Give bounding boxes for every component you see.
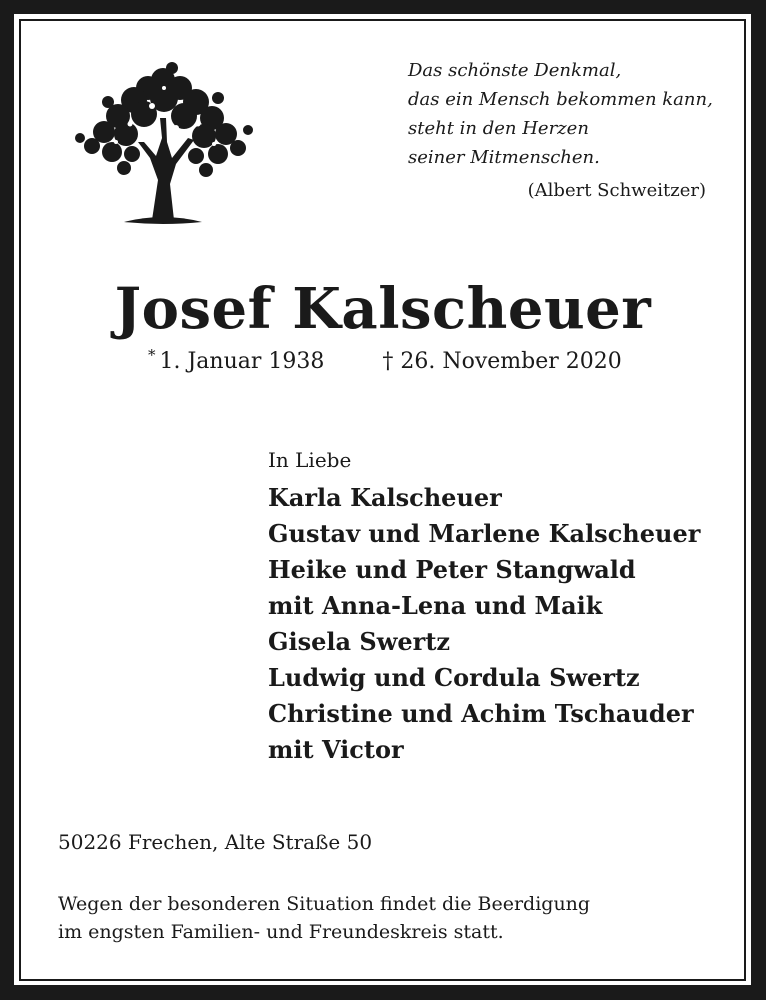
deceased-name: Josef Kalscheuer xyxy=(114,276,652,342)
mourner-name: mit Victor xyxy=(268,735,404,764)
mourner-name: Karla Kalscheuer xyxy=(268,483,502,512)
birth-date-text: 1. Januar 1938 xyxy=(159,349,325,374)
birth-date xyxy=(148,346,324,374)
funeral-notice xyxy=(58,890,590,946)
quote-line: steht in den Herzen xyxy=(408,118,589,139)
death-date: † 26. November 2020 xyxy=(382,349,622,374)
mourner-name: Gustav und Marlene Kalscheuer xyxy=(268,519,701,548)
quote-line: seiner Mitmenschen. xyxy=(408,147,600,168)
epitaph-quote xyxy=(408,56,728,205)
mourners-list xyxy=(268,480,700,768)
quote-line: das ein Mensch bekommen kann, xyxy=(408,89,713,110)
mourners-intro: In Liebe xyxy=(268,448,352,472)
quote-line: Das schönste Denkmal, xyxy=(408,60,622,81)
quote-author: (Albert Schweitzer) xyxy=(527,180,706,201)
family-address: 50226 Frechen, Alte Straße 50 xyxy=(58,830,373,854)
mourner-name: Christine und Achim Tschauder xyxy=(268,699,694,728)
life-dates xyxy=(148,346,622,374)
mourner-name: Heike und Peter Stangwald xyxy=(268,555,636,584)
notice-line: im engsten Familien- und Freundeskreis statt. xyxy=(58,921,504,943)
mourner-name: Ludwig und Cordula Swertz xyxy=(268,663,640,692)
mourner-name: Gisela Swertz xyxy=(268,627,451,656)
notice-line: Wegen der besonderen Situation findet die Beerdigung xyxy=(58,893,591,915)
tree-icon xyxy=(68,58,258,226)
mourner-name: mit Anna-Lena und Maik xyxy=(268,591,603,620)
birth-symbol: * xyxy=(148,346,156,364)
